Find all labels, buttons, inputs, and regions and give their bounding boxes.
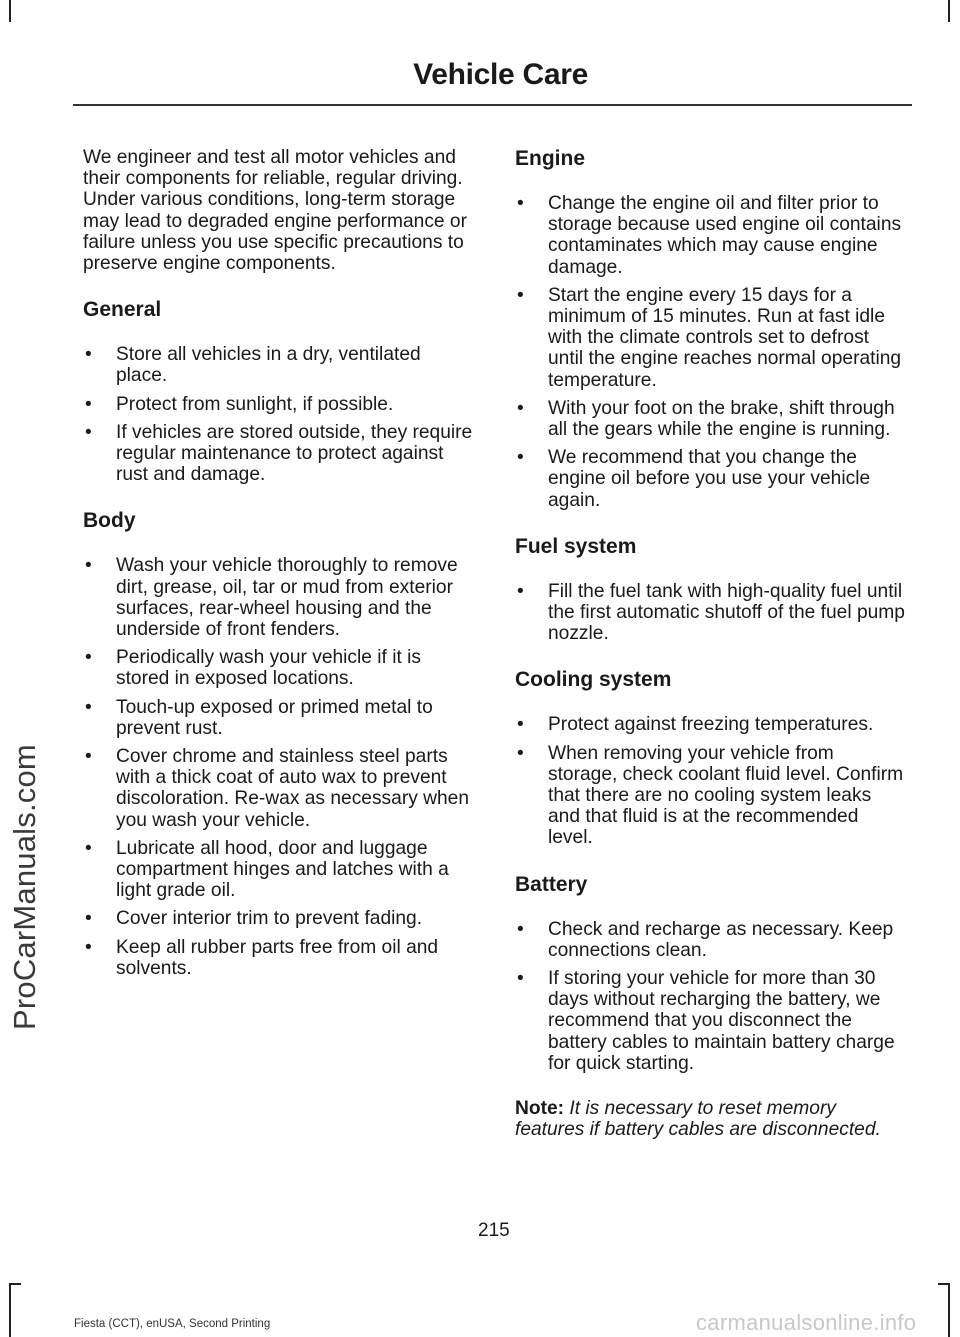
list-item xyxy=(83,838,476,902)
bullet-list xyxy=(515,714,908,848)
bullet-list xyxy=(83,555,476,979)
footer-edition: Fiesta (CCT), enUSA, Second Printing xyxy=(74,1318,271,1330)
list-item xyxy=(515,447,908,511)
bullet-list xyxy=(515,581,908,645)
crop-mark-bottom-right xyxy=(948,1283,950,1337)
list-item-text: Lubricate all hood, door and luggage compartment hinges and latches with a light grade oil. xyxy=(116,837,449,902)
bullet-list xyxy=(515,919,908,1074)
left-sections xyxy=(83,298,476,979)
list-item-text: With your foot on the brake, shift through all the gears while the engine is running. xyxy=(548,397,895,441)
list-item xyxy=(83,697,476,739)
note-text: It is necessary to reset memory features if battery cables are disconnected. xyxy=(515,1098,881,1141)
bullet-icon: • xyxy=(517,968,524,990)
section-heading: Battery xyxy=(515,872,588,896)
list-item-text: Fill the fuel tank with high-quality fuel until the first automatic shutoff of the fuel pump nozzle. xyxy=(548,580,905,645)
section-heading: General xyxy=(83,298,162,322)
list-item-text: Store all vehicles in a dry, ventilated place. xyxy=(116,344,421,387)
list-item xyxy=(515,714,908,735)
list-item xyxy=(515,398,908,440)
crop-mark-bottom-right-h xyxy=(938,1283,950,1285)
list-item xyxy=(83,344,476,386)
list-item-text: Periodically wash your vehicle if it is stored in exposed locations. xyxy=(116,647,421,690)
list-item xyxy=(515,581,908,645)
list-item-text: If vehicles are stored outside, they require regular maintenance to protect against rust and damage. xyxy=(116,421,473,486)
bullet-icon: • xyxy=(517,714,524,736)
bullet-icon: • xyxy=(85,696,92,718)
list-item-text: Start the engine every 15 days for a minimum of 15 minutes. Run at fast idle with the climate controls set to defrost until the engine reaches normal operating temperature. xyxy=(548,284,902,391)
list-item xyxy=(83,937,476,979)
section-heading: Fuel system xyxy=(515,534,637,558)
right-column xyxy=(515,147,908,1165)
header-divider xyxy=(73,104,912,106)
bullet-icon: • xyxy=(85,936,92,958)
bullet-list xyxy=(515,193,908,511)
list-item-text: Cover interior trim to prevent fading. xyxy=(116,908,423,930)
note xyxy=(515,1098,908,1140)
bullet-icon: • xyxy=(517,447,524,469)
bullet-icon: • xyxy=(85,647,92,669)
bullet-icon: • xyxy=(85,837,92,859)
list-item xyxy=(515,968,908,1074)
crop-mark-top-right xyxy=(948,0,950,22)
bullet-icon: • xyxy=(517,397,524,419)
left-column xyxy=(83,147,476,1003)
list-item xyxy=(83,555,476,640)
list-item xyxy=(515,193,908,278)
list-item xyxy=(515,743,908,849)
list-item xyxy=(83,647,476,689)
section-heading: Body xyxy=(83,509,136,533)
list-item xyxy=(83,746,476,831)
intro-paragraph: We engineer and test all motor vehicles and their components for reliable, regular driving. Under various conditions, long-term storage may lead to degraded engine performance or failure unless you use specific precautions to preserve engine components. xyxy=(83,147,467,275)
watermark: ProCarManuals.com xyxy=(7,744,42,1030)
bullet-icon: • xyxy=(85,393,92,415)
bullet-icon: • xyxy=(85,555,92,577)
page-title: Vehicle Care xyxy=(413,58,588,91)
list-item-text: Keep all rubber parts free from oil and solvents. xyxy=(116,936,439,979)
bullet-icon: • xyxy=(85,908,92,930)
crop-mark-bottom-left xyxy=(9,1283,11,1337)
list-item xyxy=(515,919,908,961)
list-item-text: Cover chrome and stainless steel parts with a thick coat of auto wax to prevent discoloration. Re-wax as necessary when you wash your vehicle. xyxy=(116,746,470,831)
footer-site: carmanualsonline.info xyxy=(696,1310,917,1335)
list-item-text: If storing your vehicle for more than 30 days without recharging the battery, we recommend that you disconnect the battery cables to maintain battery charge for quick starting. xyxy=(548,968,895,1074)
bullet-icon: • xyxy=(517,742,524,764)
section-heading: Cooling system xyxy=(515,668,672,692)
list-item-text: Check and recharge as necessary. Keep connections clean. xyxy=(548,918,894,961)
bullet-list xyxy=(83,344,476,485)
list-item xyxy=(83,394,476,415)
list-item xyxy=(83,908,476,929)
bullet-icon: • xyxy=(517,193,524,214)
right-sections xyxy=(515,147,908,1074)
list-item-text: When removing your vehicle from storage, check coolant fluid level. Confirm that there are no cooling system leaks and that fluid is at the recommended level. xyxy=(548,742,904,849)
bullet-icon: • xyxy=(517,918,524,940)
bullet-icon: • xyxy=(85,421,92,443)
list-item xyxy=(83,422,476,486)
list-item-text: Protect against freezing temperatures. xyxy=(548,714,874,736)
crop-mark-top-left xyxy=(9,0,11,22)
bullet-icon: • xyxy=(85,746,92,768)
list-item-text: We recommend that you change the engine oil before you use your vehicle again. xyxy=(548,447,871,511)
list-item xyxy=(515,285,908,391)
note-label: Note: xyxy=(515,1098,565,1120)
list-item-text: Wash your vehicle thoroughly to remove dirt, grease, oil, tar or mud from exterior surfaces, rear-wheel housing and the underside of front fenders. xyxy=(116,555,458,641)
list-item-text: Touch-up exposed or primed metal to prevent rust. xyxy=(116,696,433,739)
crop-mark-bottom-left-h xyxy=(9,1283,21,1285)
bullet-icon: • xyxy=(517,284,524,306)
page-number: 215 xyxy=(478,1220,510,1241)
bullet-icon: • xyxy=(517,580,524,602)
bullet-icon: • xyxy=(85,344,92,366)
section-heading: Engine xyxy=(515,147,586,170)
list-item-text: Change the engine oil and filter prior to storage because used engine oil contains contaminates which may cause engine damage. xyxy=(548,193,902,278)
list-item-text: Protect from sunlight, if possible. xyxy=(116,393,394,415)
